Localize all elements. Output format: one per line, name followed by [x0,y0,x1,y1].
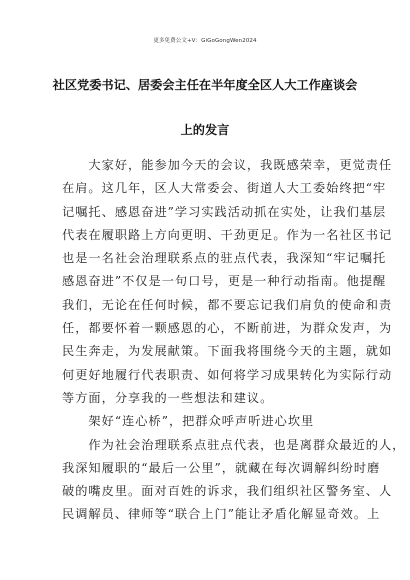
body-line: 民生奔走，为发展献策。下面我将围绕今天的主题，就如 [62,344,393,359]
body-line: 我们，无论在任何时候，都不要忘记我们肩负的使命和责 [62,297,393,312]
body-line: 民调解员、律师等“联合上门”能让矛盾化解显奇效。上 [62,507,381,522]
body-line: 我深知履职的“最后一公里”，就藏在每次调解纠纷时磨 [62,460,381,475]
body-line: 代表在履职路上方向更明、干劲更足。作为一名社区书记 [62,227,393,242]
body-line: 等方面，分享我的一些想法和建议。 [62,390,274,405]
body-line: 作为社会治理联系点驻点代表，也是离群众最近的人， [62,437,406,452]
header-note: 更多免费公文+V：GiGoGongWen2024 [153,38,257,44]
body-line: 任，都要怀着一颗感恩的心，不断前进，为群众发声，为 [62,321,393,336]
document-body [62,154,406,527]
body-line: 记嘱托、感恩奋进”学习实践活动抓在实处，让我们基层 [62,204,387,219]
body-line: 破的嘴皮里。面对百姓的诉求，我们组织社区警务室、人 [62,484,393,499]
body-line: 也是一名社会治理联系点的驻点代表，我深知“牢记嘱托 [62,251,387,266]
section-heading: 架好“连心桥”，把群众呼声听进心坎里 [62,414,315,429]
body-line: 感恩奋进”不仅是一句口号，更是一种行动指南。他提醒 [62,274,387,289]
document-title-line-2: 上的发言 [180,123,230,137]
body-line: 在肩。这几年，区人大常委会、街道人大工委始终把“牢 [62,181,387,196]
body-line: 大家好，能参加今天的会议，我既感荣幸，更觉责任 [62,158,393,172]
document-title-line-1: 社区党委书记、居委会主任在半年度全区人大工作座谈会 [52,78,358,92]
body-line: 何更好地履行代表职责、如何将学习成果转化为实际行动 [62,367,393,382]
